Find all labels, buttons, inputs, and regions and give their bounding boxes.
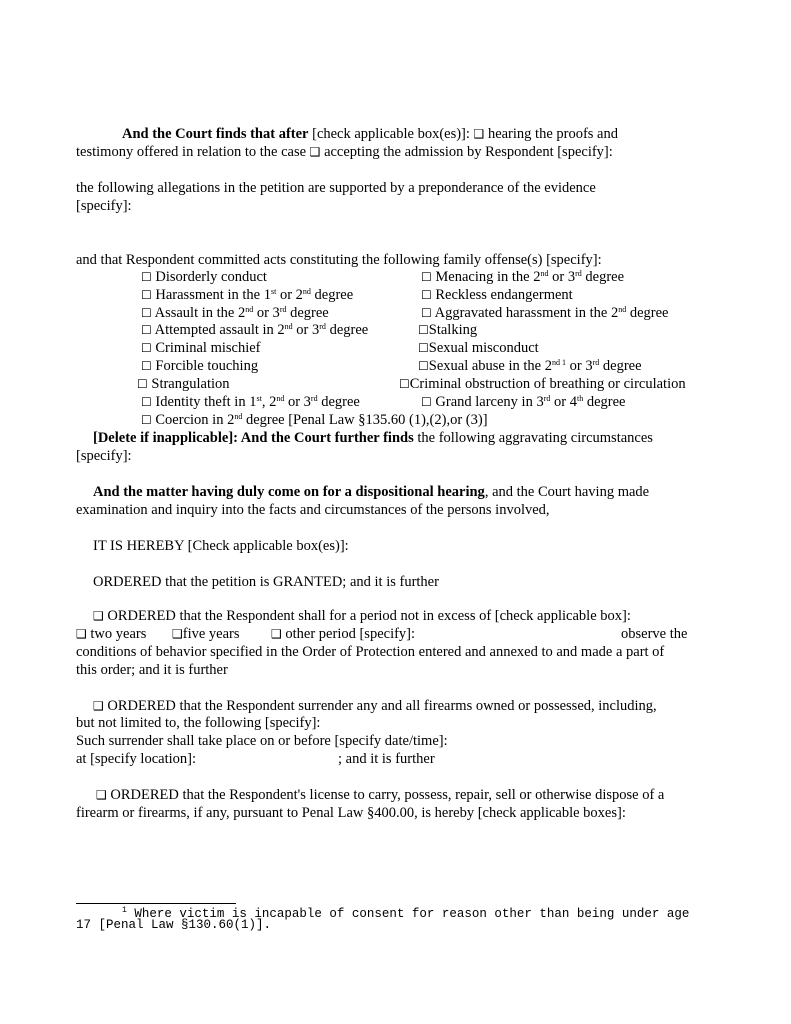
label-mischief: Criminal mischief (155, 340, 261, 356)
checkbox-two-years[interactable]: ❑ (76, 627, 87, 641)
checkbox-reckless[interactable]: ☐ (421, 288, 432, 302)
firearms-line-4: at [specify location]: (76, 751, 196, 767)
label-grand-larceny: Grand larceny in 3rd or 4th degree (435, 394, 626, 410)
period-order-line-1 (93, 607, 631, 625)
checkbox-mischief[interactable]: ☐ (141, 341, 152, 355)
findings-line-1 (122, 125, 618, 143)
findings-intro: And the Court finds that after (122, 126, 309, 142)
offense-attempted-assault[interactable] (141, 321, 368, 339)
dispositional-line-1 (93, 483, 649, 501)
license-text: ORDERED that the Respondent's license to carry, possess, repair, sell or otherwise dispose of a (110, 787, 665, 803)
checkbox-disorderly[interactable]: ☐ (141, 270, 152, 284)
offense-sexual-abuse[interactable] (418, 357, 642, 375)
checkbox-other-period[interactable]: ❑ (271, 627, 282, 641)
license-line-1 (96, 786, 664, 804)
label-attempted-assault: Attempted assault in 2nd or 3rd degree (154, 322, 369, 338)
label-stalking: Stalking (428, 322, 478, 338)
label-menacing: Menacing in the 2nd or 3rd degree (435, 269, 625, 285)
firearms-line-1 (93, 697, 657, 715)
allegations-line-2: [specify]: (76, 198, 132, 214)
label-obstruction: Criminal obstruction of breathing or circulation (409, 376, 686, 392)
firearms-text: ORDERED that the Respondent surrender any and all firearms owned or possessed, including, (107, 698, 657, 714)
checkbox-stalking[interactable]: ☐ (418, 323, 429, 337)
option-admission: accepting the admission by Respondent [specify]: (324, 144, 613, 160)
checkbox-period-order[interactable]: ❑ (93, 609, 104, 623)
label-identity-theft: Identity theft in 1st, 2nd or 3rd degree (155, 394, 360, 410)
footnote-text: Where victim is incapable of consent for reason other than being under age (126, 907, 690, 921)
firearms-line-4-end: ; and it is further (338, 751, 435, 767)
label-agg-harassment: Aggravated harassment in the 2nd degree (434, 305, 669, 321)
option-hearing-proofs: hearing the proofs and (487, 126, 618, 142)
label-sexual-abuse: Sexual abuse in the $2^{nd 1}$ or 3rd degree (428, 358, 642, 374)
allegations-line-1: the following allegations in the petition are supported by a preponderance of the evidence (76, 180, 596, 196)
offense-criminal-obstruction[interactable] (399, 375, 686, 393)
offense-assault[interactable] (141, 304, 329, 322)
observe-text: observe the (621, 626, 688, 642)
label-harassment: Harassment in the 1st or 2nd degree (155, 287, 354, 303)
label-other-period: other period [specify]: (285, 626, 416, 642)
label-assault: Assault in the 2nd or 3rd degree (154, 305, 329, 321)
dispositional-bold: And the matter having duly come on for a dispositional hearing (93, 484, 485, 500)
offense-sexual-misconduct[interactable] (418, 339, 539, 357)
checkbox-hearing-proofs[interactable]: ❑ (473, 127, 485, 141)
checkbox-assault[interactable]: ☐ (141, 306, 152, 320)
footnote-rule (76, 903, 236, 904)
checkbox-sexual-misconduct[interactable]: ☐ (418, 341, 429, 355)
label-disorderly: Disorderly conduct (155, 269, 267, 285)
offense-aggravated-harassment[interactable] (421, 304, 668, 322)
checkbox-forcible[interactable]: ☐ (141, 359, 152, 373)
findings-line2-prefix: testimony offered in relation to the case (76, 144, 307, 160)
option-other-period[interactable] (271, 625, 415, 643)
firearms-line-2: but not limited to, the following [specify]: (76, 715, 321, 731)
label-sexual-misconduct: Sexual misconduct (428, 340, 539, 356)
offense-menacing[interactable] (421, 268, 624, 286)
period-order-text: ORDERED that the Respondent shall for a period not in excess of [check applicable box]: (107, 608, 631, 624)
findings-line-2 (76, 143, 613, 161)
label-two-years: two years (90, 626, 147, 642)
offense-forcible-touching[interactable] (141, 357, 258, 375)
findings-instruction: [check applicable box(es)]: (312, 126, 470, 142)
offense-criminal-mischief[interactable] (141, 339, 261, 357)
label-five-years: five years (182, 626, 240, 642)
ordered-granted: ORDERED that the petition is GRANTED; and it is further (93, 574, 439, 590)
checkbox-sexual-abuse[interactable]: ☐ (418, 359, 429, 373)
checkbox-identity-theft[interactable]: ☐ (141, 395, 152, 409)
offense-strangulation[interactable] (137, 375, 230, 393)
dispositional-line-2: examination and inquiry into the facts and circumstances of the persons involved, (76, 502, 550, 518)
period-line-4: this order; and it is further (76, 662, 228, 678)
checkbox-menacing[interactable]: ☐ (421, 270, 432, 284)
aggravating-bold: [Delete if inapplicable]: And the Court further finds (93, 430, 414, 446)
offense-reckless-endangerment[interactable] (421, 286, 573, 304)
period-options-line (76, 625, 146, 643)
aggravating-line-2: [specify]: (76, 448, 132, 464)
checkbox-grand-larceny[interactable]: ☐ (421, 395, 432, 409)
checkbox-admission[interactable]: ❑ (309, 145, 321, 159)
it-is-hereby: IT IS HEREBY [Check applicable box(es)]: (93, 538, 349, 554)
period-line-3: conditions of behavior specified in the Order of Protection entered and annexed to and made a part of (76, 644, 665, 660)
label-forcible: Forcible touching (155, 358, 259, 374)
footnote-line-2: 17 [Penal Law §130.60(1)]. (76, 918, 272, 932)
checkbox-attempted-assault[interactable]: ☐ (141, 323, 152, 337)
offense-coercion[interactable] (141, 411, 488, 429)
footnote-marker: 1 (122, 906, 127, 915)
offenses-intro: and that Respondent committed acts constituting the following family offense(s) [specify]: (76, 252, 602, 268)
aggravating-rest: the following aggravating circumstances (413, 430, 653, 446)
offense-stalking[interactable] (418, 321, 477, 339)
offense-grand-larceny[interactable] (421, 393, 625, 411)
option-five-years[interactable] (172, 625, 240, 643)
checkbox-agg-harassment[interactable]: ☐ (421, 306, 432, 320)
label-reckless: Reckless endangerment (435, 287, 573, 303)
firearms-line-3: Such surrender shall take place on or before [specify date/time]: (76, 733, 448, 749)
aggravating-line-1 (93, 429, 653, 447)
checkbox-strangulation[interactable]: ☐ (137, 377, 148, 391)
label-coercion: Coercion in 2nd degree [Penal Law §135.60 (1),(2),or (3)] (155, 412, 488, 428)
dispositional-rest: , and the Court having made (484, 484, 650, 500)
checkbox-obstruction[interactable]: ☐ (399, 377, 410, 391)
offense-disorderly-conduct[interactable] (141, 268, 267, 286)
checkbox-firearms[interactable]: ❑ (93, 699, 104, 713)
checkbox-harassment[interactable]: ☐ (141, 288, 152, 302)
checkbox-license[interactable]: ❑ (96, 788, 107, 802)
label-strangulation: Strangulation (151, 376, 230, 392)
offense-identity-theft[interactable] (141, 393, 360, 411)
checkbox-five-years[interactable]: ❑ (172, 627, 183, 641)
offense-harassment[interactable] (141, 286, 353, 304)
checkbox-coercion[interactable]: ☐ (141, 413, 152, 427)
license-line-2: firearm or firearms, if any, pursuant to Penal Law §400.00, is hereby [check applicable boxes]: (76, 805, 626, 821)
